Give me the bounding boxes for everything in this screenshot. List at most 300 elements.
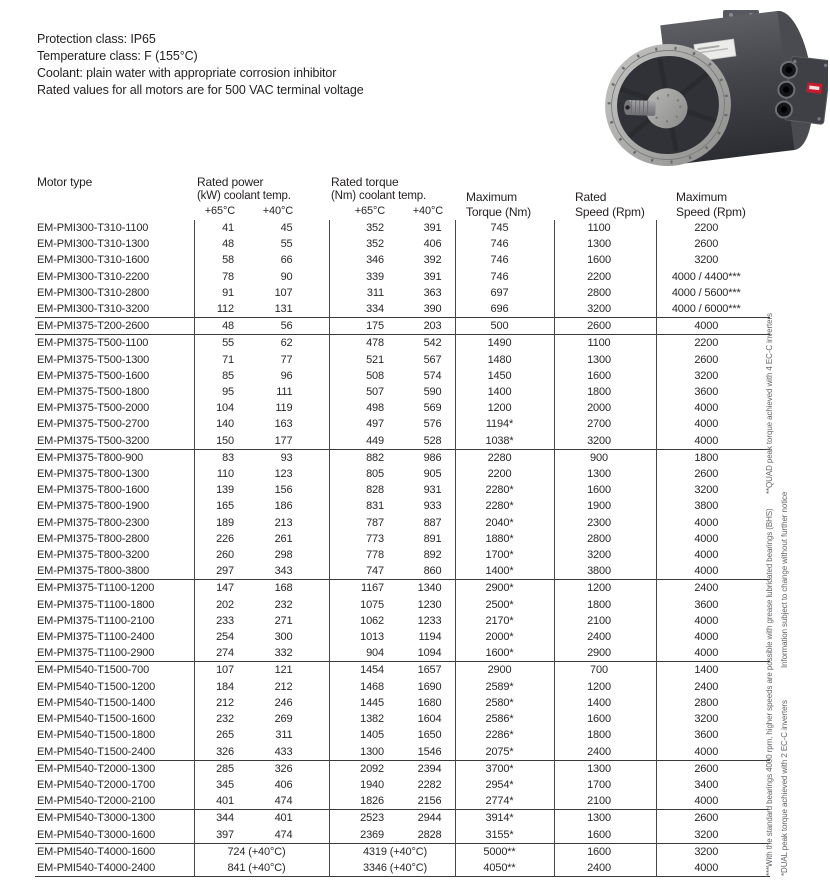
cell-t40: 590 [423,386,442,399]
cell-ms: 2600 [656,466,770,482]
cell-ms: 2800 [656,695,770,711]
cell-pspan: 841 (+40°C) [194,860,329,877]
cell-maxt: 2586* [455,711,554,727]
col-header-max-torque-1: Maximum [466,190,517,204]
cell-ms: 4000 [656,563,770,580]
table-row [35,384,770,400]
cell-p65: 85 [194,368,262,384]
cell-p65: 297 [194,563,262,580]
cell-ms: 3600 [656,384,770,400]
cell-maxt: 3700* [455,760,554,777]
cell-tspan: 3346 (+40°C) [329,860,455,877]
cell-t65: 339 [329,269,392,285]
cell-p40: 93 [262,449,329,466]
cell-rs: 1600 [554,482,656,498]
cell-maxt: 2200 [455,466,554,482]
table-row [35,662,770,679]
cell-model: EM-PMI300-T310-1600 [37,254,150,267]
cell-p40: 62 [262,335,329,352]
cell-p65: 274 [194,645,262,662]
cell-maxt: 696 [455,301,554,318]
cell-t40: 569 [423,402,442,415]
cell-t65: 498 [329,400,392,416]
table-row [35,449,770,466]
cell-rs: 1300 [554,352,656,368]
cell-p65: 83 [194,449,262,466]
cell-ms: 4000 [656,613,770,629]
cell-t40: 2944 [392,810,455,827]
cell-rs: 1600 [554,827,656,844]
cell-ms: 4000 [656,400,770,416]
cell-t65: 1300 [329,744,392,761]
table-row [35,827,770,844]
cell-rs: 3200 [554,547,656,563]
cell-t65: 773 [329,531,392,547]
cell-model: EM-PMI375-T500-2700 [37,418,150,431]
cell-t40: 391 [423,270,442,283]
cell-p65: 260 [194,547,262,563]
cell-ms: 1800 [656,449,770,466]
cell-ms: 3800 [656,498,770,514]
cell-p40: 261 [274,532,293,545]
table-row [35,580,770,597]
col-subheader-power-unit: (kW) coolant temp. [197,190,291,202]
cell-model: EM-PMI375-T500-1800 [37,386,150,399]
cell-ms: 3200 [656,843,770,860]
table-row [35,727,770,743]
cell-tspan: 4319 (+40°C) [329,843,455,860]
cell-model: EM-PMI540-T2000-1700 [37,778,156,791]
cell-t65: 352 [329,236,392,252]
cell-p65: 226 [194,531,262,547]
table-row [35,301,770,318]
cell-t65: 1826 [329,793,392,810]
cell-t65: 831 [329,498,392,514]
cell-ms: 2600 [656,352,770,368]
cell-rs: 1600 [554,252,656,268]
motor-shaft [624,100,656,116]
cell-rs: 2200 [554,269,656,285]
cell-t65: 1445 [329,695,392,711]
motor-spec-table [35,220,770,877]
cell-t40: 892 [423,549,442,562]
cell-ms: 4000 / 6000*** [656,301,770,318]
cell-maxt: 746 [455,236,554,252]
cell-t40: 1233 [417,614,442,627]
cell-p65: 212 [194,695,262,711]
cell-t40: 1690 [417,680,442,693]
cell-rs: 1300 [554,236,656,252]
table-row [35,695,770,711]
cell-maxt: 2774* [455,793,554,810]
cell-rs: 1100 [554,220,656,236]
cell-p65: 78 [194,269,262,285]
cell-p40: 107 [274,286,293,299]
cell-maxt: 2075* [455,744,554,761]
cell-t65: 2369 [329,827,392,844]
cell-model: EM-PMI375-T1100-2400 [37,631,155,644]
cell-t40: 905 [423,468,442,481]
cell-model: EM-PMI375-T800-2300 [37,516,150,529]
cell-rs: 1300 [554,760,656,777]
cell-maxt: 697 [455,285,554,301]
table-row [35,860,770,877]
cell-t65: 1062 [329,613,392,629]
cell-p65: 150 [194,433,262,450]
table-row [35,563,770,580]
cell-maxt: 1400 [455,384,554,400]
cell-rs: 1300 [554,810,656,827]
cell-t40: 887 [423,516,442,529]
cell-rs: 3200 [554,301,656,318]
table-row [35,285,770,301]
cell-p40: 343 [274,565,293,578]
cell-t40: 392 [423,254,442,267]
cell-p40: 45 [280,222,293,234]
cell-p65: 41 [194,220,262,236]
cell-p65: 107 [194,662,262,679]
table-row [35,711,770,727]
cell-t65: 1167 [329,580,392,597]
cell-t65: 778 [329,547,392,563]
footnote-quad-torque: **QUAD peak torque achieved with 4 EC-C inverters [765,313,774,495]
cell-rs: 1300 [554,466,656,482]
table-row [35,679,770,695]
cell-t40: 574 [423,369,442,382]
cell-p65: 91 [194,285,262,301]
cell-t65: 352 [329,220,392,236]
cell-rs: 1600 [554,843,656,860]
cell-maxt: 2280 [455,449,554,466]
cell-maxt: 1200 [455,400,554,416]
cell-model: EM-PMI540-T4000-2400 [37,861,156,874]
cell-model: EM-PMI375-T800-1600 [37,484,150,497]
col-header-rated-torque: Rated torque [331,175,399,189]
cell-t65: 747 [329,563,392,580]
cell-p40: 119 [275,402,293,415]
info-line-coolant: Coolant: plain water with appropriate corrosion inhibitor [37,66,337,80]
table-row [35,433,770,450]
cell-maxt: 2954* [455,777,554,793]
cell-rs: 2600 [554,318,656,335]
cell-rs: 900 [554,449,656,466]
cell-p40: 177 [274,434,293,447]
cell-p40: 213 [274,516,293,529]
cell-p40: 186 [274,500,293,513]
cell-model: EM-PMI540-T3000-1300 [35,810,194,827]
cell-t40: 891 [423,532,442,545]
cell-rs: 1200 [554,679,656,695]
cell-model: EM-PMI300-T310-1100 [37,222,149,234]
cell-t65: 2523 [329,810,392,827]
cell-t40: 933 [423,500,442,513]
footnote-bearings: ***With the standard bearings 4000 rpm, higher speeds are possible with grease lubricated bearings (BHS) [765,508,774,876]
table-row [35,252,770,268]
cell-ms: 4000 [656,547,770,563]
cell-maxt: 5000** [455,843,554,860]
cell-p65: 58 [194,252,262,268]
cell-t65: 311 [329,285,392,301]
table-row [35,629,770,645]
cell-ms: 2600 [656,760,770,777]
cell-t65: 497 [329,416,392,432]
cell-p65: 165 [194,498,262,514]
cell-rs: 2800 [554,285,656,301]
cell-ms: 2200 [656,220,770,236]
cell-p40: 406 [274,778,293,791]
cell-t40: 2282 [417,778,442,791]
cell-p65: 326 [194,744,262,761]
cell-model: EM-PMI375-T500-1100 [35,335,194,352]
cell-maxt: 1038* [455,433,554,450]
cell-p40: 232 [274,598,293,611]
cell-t40: 860 [423,565,442,578]
cell-p65: 344 [194,810,262,827]
spec-table-body [35,220,770,877]
cell-ms: 2600 [656,810,770,827]
cell-p65: 55 [194,335,262,352]
cell-t65: 1382 [329,711,392,727]
table-row [35,318,770,335]
cell-model: EM-PMI540-T1500-2400 [37,745,156,758]
cell-t40: 1604 [417,713,442,726]
cell-t65: 175 [329,318,392,335]
cell-ms: 3200 [656,368,770,384]
col-header-rated-power: Rated power [197,175,264,189]
cell-model: EM-PMI540-T3000-1600 [37,828,156,841]
cell-rs: 2000 [554,400,656,416]
cell-maxt: 2589* [455,679,554,695]
cell-ms: 4000 [656,744,770,761]
table-row [35,613,770,629]
cell-rs: 1600 [554,711,656,727]
footnote-info-notice: Information subject to change without further notice [780,491,789,668]
cell-t40: 203 [392,318,455,335]
cell-model: EM-PMI375-T800-2800 [37,532,150,545]
cell-p40: 326 [262,760,329,777]
cell-maxt: 1194* [455,416,554,432]
cell-p65: 345 [194,777,262,793]
cell-t40: 528 [423,434,442,447]
cell-t65: 1454 [329,662,392,679]
cell-model: EM-PMI540-T2000-1300 [35,760,194,777]
cell-p65: 232 [194,711,262,727]
cell-rs: 2100 [554,793,656,810]
cell-t40: 2828 [417,828,442,841]
cell-t65: 882 [329,449,392,466]
info-line-rated-values: Rated values for all motors are for 500 VAC terminal voltage [37,83,364,97]
cell-t65: 1075 [329,597,392,613]
cell-maxt: 2900 [455,662,554,679]
cell-t40: 986 [392,449,455,466]
cell-maxt: 745 [455,220,554,236]
cell-maxt: 1490 [455,335,554,352]
cell-t40: 406 [423,238,442,251]
cell-ms: 4000 [656,318,770,335]
cell-p65: 184 [194,679,262,695]
cell-maxt: 1880* [455,531,554,547]
cell-t65: 1013 [329,629,392,645]
cell-maxt: 1400* [455,563,554,580]
cell-p65: 189 [194,515,262,531]
cell-maxt: 2900* [455,580,554,597]
table-row [35,269,770,285]
cell-ms: 4000 [656,793,770,810]
cell-t40: 1094 [417,647,442,660]
table-row [35,645,770,662]
cell-t65: 521 [329,352,392,368]
cell-p65: 147 [194,580,262,597]
cell-rs: 2800 [554,531,656,547]
cell-model: EM-PMI375-T800-3800 [37,565,150,578]
cell-p40: 298 [274,549,293,562]
cell-t65: 478 [329,335,392,352]
col-subheader-torque-unit: (Nm) coolant temp. [331,190,427,202]
cell-rs: 700 [554,662,656,679]
table-row [35,335,770,352]
cell-p40: 55 [280,238,293,251]
cell-ms: 1400 [656,662,770,679]
cell-maxt: 1600* [455,645,554,662]
cell-p40: 246 [274,696,293,709]
cell-p40: 300 [274,631,293,644]
cell-t40: 1230 [417,598,442,611]
cell-t40: 1680 [417,696,442,709]
cell-ms: 4000 [656,645,770,662]
cell-model: EM-PMI375-T800-3200 [37,549,150,562]
cell-maxt: 746 [455,269,554,285]
col-header-rated-speed-1: Rated [575,190,607,204]
cell-model: EM-PMI375-T800-1300 [37,468,150,481]
cell-p40: 56 [262,318,329,335]
cell-t65: 904 [329,645,392,662]
cell-t40: 542 [392,335,455,352]
col-header-power-40c: +40°C [262,205,293,217]
cell-p40: 123 [274,468,293,481]
cell-model: EM-PMI540-T2000-2100 [37,795,156,808]
cell-rs: 1200 [554,580,656,597]
cell-ms: 3400 [656,777,770,793]
cell-maxt: 2280* [455,498,554,514]
cell-ms: 2400 [656,679,770,695]
col-header-motor-type: Motor type [37,175,93,189]
cell-model: EM-PMI375-T800-1900 [37,500,150,513]
cell-t65: 828 [329,482,392,498]
cell-maxt: 2500* [455,597,554,613]
cell-p40: 96 [280,369,293,382]
cell-rs: 2400 [554,860,656,877]
info-block [37,31,364,99]
table-row [35,236,770,252]
cell-p40: 474 [274,828,293,841]
cell-p65: 202 [194,597,262,613]
cell-rs: 1800 [554,384,656,400]
col-header-max-torque-2: Torque (Nm) [466,205,532,219]
cell-ms: 2400 [656,580,770,597]
cell-p65: 71 [194,352,262,368]
cell-p40: 168 [262,580,329,597]
cell-model: EM-PMI540-T1500-1400 [37,696,156,709]
cell-p40: 311 [275,729,293,742]
cell-t65: 346 [329,252,392,268]
cell-t40: 1657 [392,662,455,679]
cell-t40: 931 [423,484,442,497]
cell-ms: 4000 [656,860,770,877]
cell-rs: 3800 [554,563,656,580]
cell-t65: 2092 [329,760,392,777]
info-line-protection: Protection class: IP65 [37,32,156,46]
cell-ms: 3200 [656,711,770,727]
cell-t65: 1940 [329,777,392,793]
cell-p65: 139 [194,482,262,498]
cell-t65: 507 [329,384,392,400]
cell-ms: 4000 [656,515,770,531]
cell-pspan: 724 (+40°C) [194,843,329,860]
cell-p40: 77 [280,353,293,366]
cell-p40: 111 [276,386,293,399]
cell-t40: 391 [423,222,442,234]
cell-p40: 156 [274,484,293,497]
cell-rs: 1800 [554,597,656,613]
cell-p40: 163 [274,418,293,431]
cell-model: EM-PMI375-T200-2600 [35,318,194,335]
cell-ms: 4000 [656,531,770,547]
cell-maxt: 2040* [455,515,554,531]
table-row [35,597,770,613]
cell-rs: 1400 [554,695,656,711]
cell-t40: 2156 [417,795,442,808]
table-row [35,498,770,514]
cell-maxt: 2280* [455,482,554,498]
footnote-dual-torque: *DUAL peak torque achieved with 2 EC-C inverters [780,700,789,876]
table-row [35,400,770,416]
cell-rs: 2300 [554,515,656,531]
cell-maxt: 2286* [455,727,554,743]
table-row [35,352,770,368]
table-row [35,744,770,761]
cell-ms: 3200 [656,252,770,268]
col-header-rated-speed-2: Speed (Rpm) [575,205,645,219]
cell-ms: 4000 [656,416,770,432]
cell-rs: 1100 [554,335,656,352]
cell-p65: 104 [194,400,262,416]
cell-p40: 66 [280,254,293,267]
cell-ms: 2600 [656,236,770,252]
cell-t40: 2394 [392,760,455,777]
table-row [35,810,770,827]
cell-model: EM-PMI375-T500-3200 [37,434,150,447]
cell-maxt: 4050** [455,860,554,877]
table-row [35,531,770,547]
electric-motor-photo [593,6,828,170]
cell-model: EM-PMI375-T800-900 [35,449,194,466]
cell-model: EM-PMI540-T1500-1600 [37,713,156,726]
cell-p40: 433 [274,745,293,758]
cell-maxt: 746 [455,252,554,268]
cell-model: EM-PMI375-T500-1300 [37,353,150,366]
cell-p65: 254 [194,629,262,645]
cell-ms: 3600 [656,597,770,613]
cell-t65: 1468 [329,679,392,695]
cell-t40: 390 [423,303,442,316]
col-header-max-speed-1: Maximum [676,190,727,204]
table-row [35,777,770,793]
cell-p65: 397 [194,827,262,844]
cell-ms: 4000 / 5600*** [656,285,770,301]
col-header-power-65c: +65°C [204,205,235,217]
cell-p65: 110 [194,466,262,482]
cell-model: EM-PMI375-T500-2000 [37,402,150,415]
